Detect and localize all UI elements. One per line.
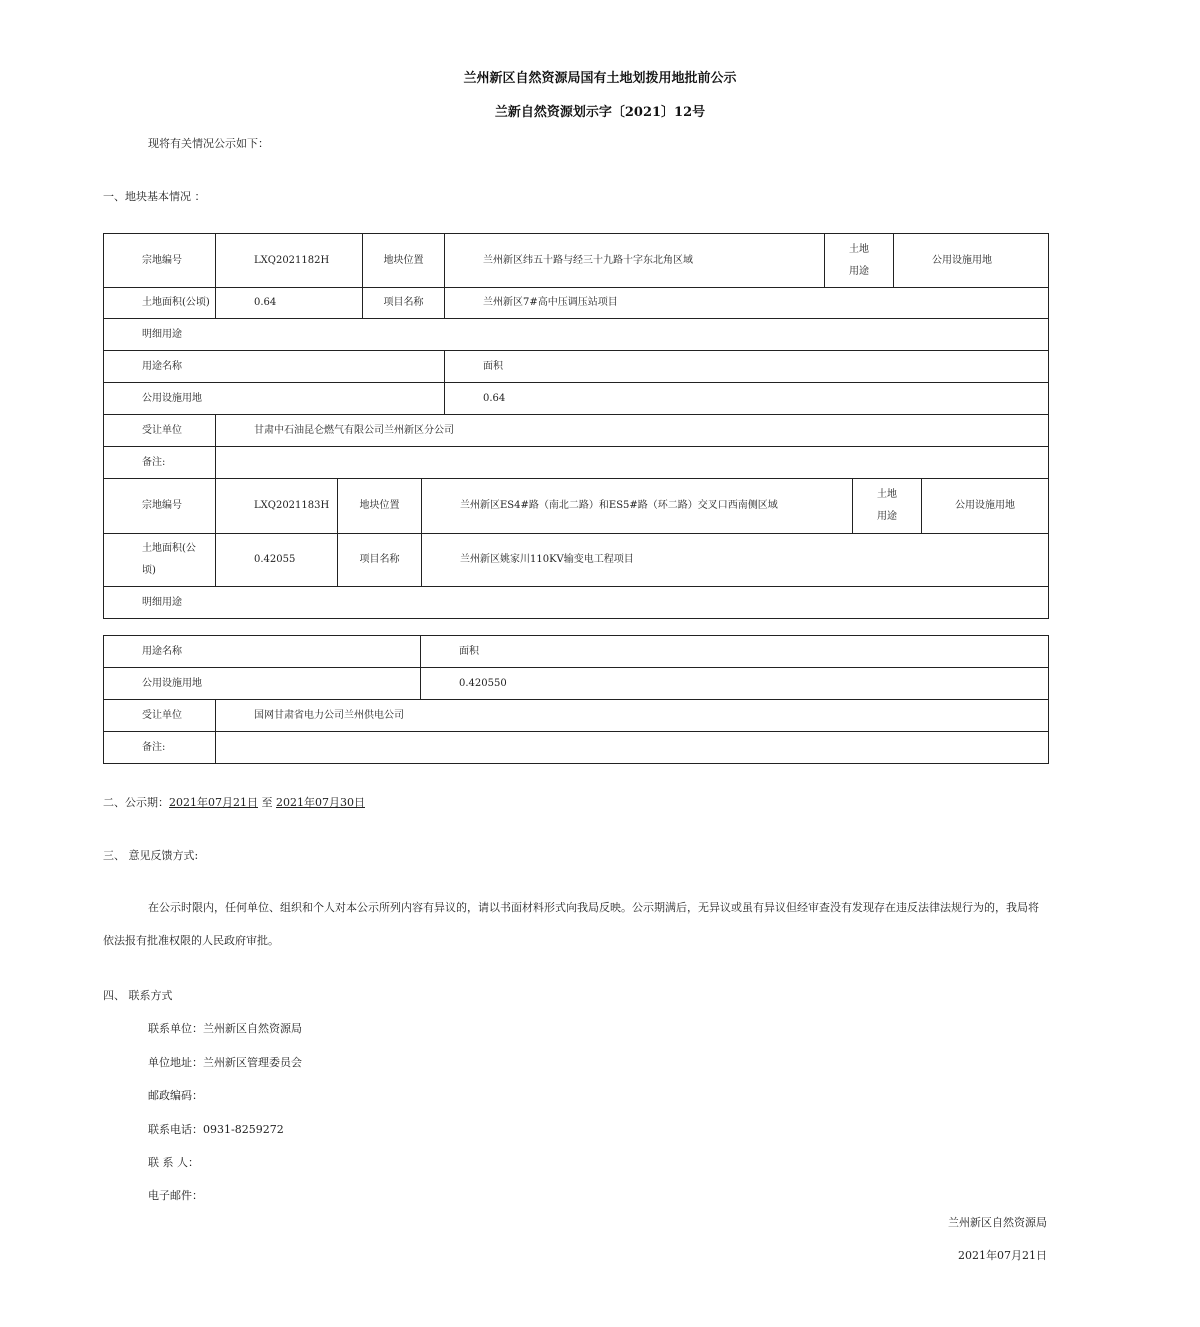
contact-person: 联 系 人： [148,1156,199,1169]
issuer-name: 兰州新区自然资源局 [948,1216,1047,1229]
contact-postcode: 邮政编码： [148,1089,203,1102]
detail-area-value: 0.420550 [421,668,1049,700]
publicity-label: 二、公示期： [103,796,169,809]
document-number: 兰新自然资源划示字〔2021〕12号 [494,105,706,120]
land-use-label: 土地 用途 [825,234,894,288]
intro-text: 现将有关情况公示如下： [148,137,269,150]
project-label: 项目名称 [363,288,445,319]
location-value: 兰州新区ES4#路（南北二路）和ES5#路（环二路）交叉口西南侧区域 [422,479,853,534]
contact-unit: 联系单位：兰州新区自然资源局 [148,1022,302,1035]
issue-date: 2021年07月21日 [958,1249,1047,1262]
location-value: 兰州新区纬五十路与经三十九路十字东北角区域 [445,234,825,288]
location-label: 地块位置 [363,234,445,288]
remarks-value [216,447,1049,479]
remarks-value [216,732,1049,764]
plot2-detail-table [103,635,1049,764]
detail-area-value: 0.64 [445,383,1049,415]
use-name-header: 用途名称 [104,636,421,668]
publicity-end-date: 2021年07月30日 [276,796,365,809]
remarks-label: 备注: [104,732,216,764]
contact-address: 单位地址：兰州新区管理委员会 [148,1056,302,1069]
project-label: 项目名称 [338,534,422,587]
document-title: 兰州新区自然资源局国有土地划拨用地批前公示 [463,71,737,86]
detail-use-value: 公用设施用地 [104,668,421,700]
location-label: 地块位置 [338,479,422,534]
section3-heading: 三、 意见反馈方式: [103,849,199,862]
assignee-value: 国网甘肃省电力公司兰州供电公司 [216,700,1049,732]
land-use-value: 公用设施用地 [922,479,1049,534]
area-header: 面积 [421,636,1049,668]
project-value: 兰州新区7#高中压调压站项目 [445,288,1049,319]
area-value: 0.64 [216,288,363,319]
parcel-no-value: LXQ2021182H [216,234,363,288]
feedback-paragraph: 在公示时限内，任何单位、组织和个人对本公示所列内容有异议的，请以书面材料形式向我局反映。公示期满后，无异议或虽有异议但经审查没有发现存在违反法律法规行为的，我局将依法报有批准权限的人民政府审批。 [103,901,1039,947]
remarks-label: 备注: [104,447,216,479]
assignee-label: 受让单位 [104,700,216,732]
publicity-period [103,794,365,810]
use-name-header: 用途名称 [104,351,445,383]
plot2-table [103,478,1049,619]
detail-use-label: 明细用途 [104,319,1049,351]
publicity-to: 至 [261,796,273,809]
area-label: 土地面积(公顷) [104,288,216,319]
detail-use-value: 公用设施用地 [104,383,445,415]
assignee-label: 受让单位 [104,415,216,447]
section1-heading: 一、地块基本情况 ： [103,190,206,203]
contact-email: 电子邮件： [148,1189,203,1202]
parcel-no-label: 宗地编号 [104,479,216,534]
assignee-value: 甘肃中石油昆仑燃气有限公司兰州新区分公司 [216,415,1049,447]
land-use-value: 公用设施用地 [894,234,1049,288]
contact-phone: 联系电话：0931-8259272 [148,1123,284,1136]
detail-use-label: 明细用途 [104,587,1049,619]
land-use-label: 土地 用途 [853,479,922,534]
parcel-no-label: 宗地编号 [104,234,216,288]
area-value: 0.42055 [216,534,338,587]
parcel-no-value: LXQ2021183H [216,479,338,534]
publicity-start-date: 2021年07月21日 [169,796,258,809]
plot1-table [103,233,1049,479]
section4-heading: 四、 联系方式 [103,989,173,1002]
project-value: 兰州新区姚家川110KV输变电工程项目 [422,534,1049,587]
area-header: 面积 [445,351,1049,383]
area-label: 土地面积(公顷) [104,534,216,587]
